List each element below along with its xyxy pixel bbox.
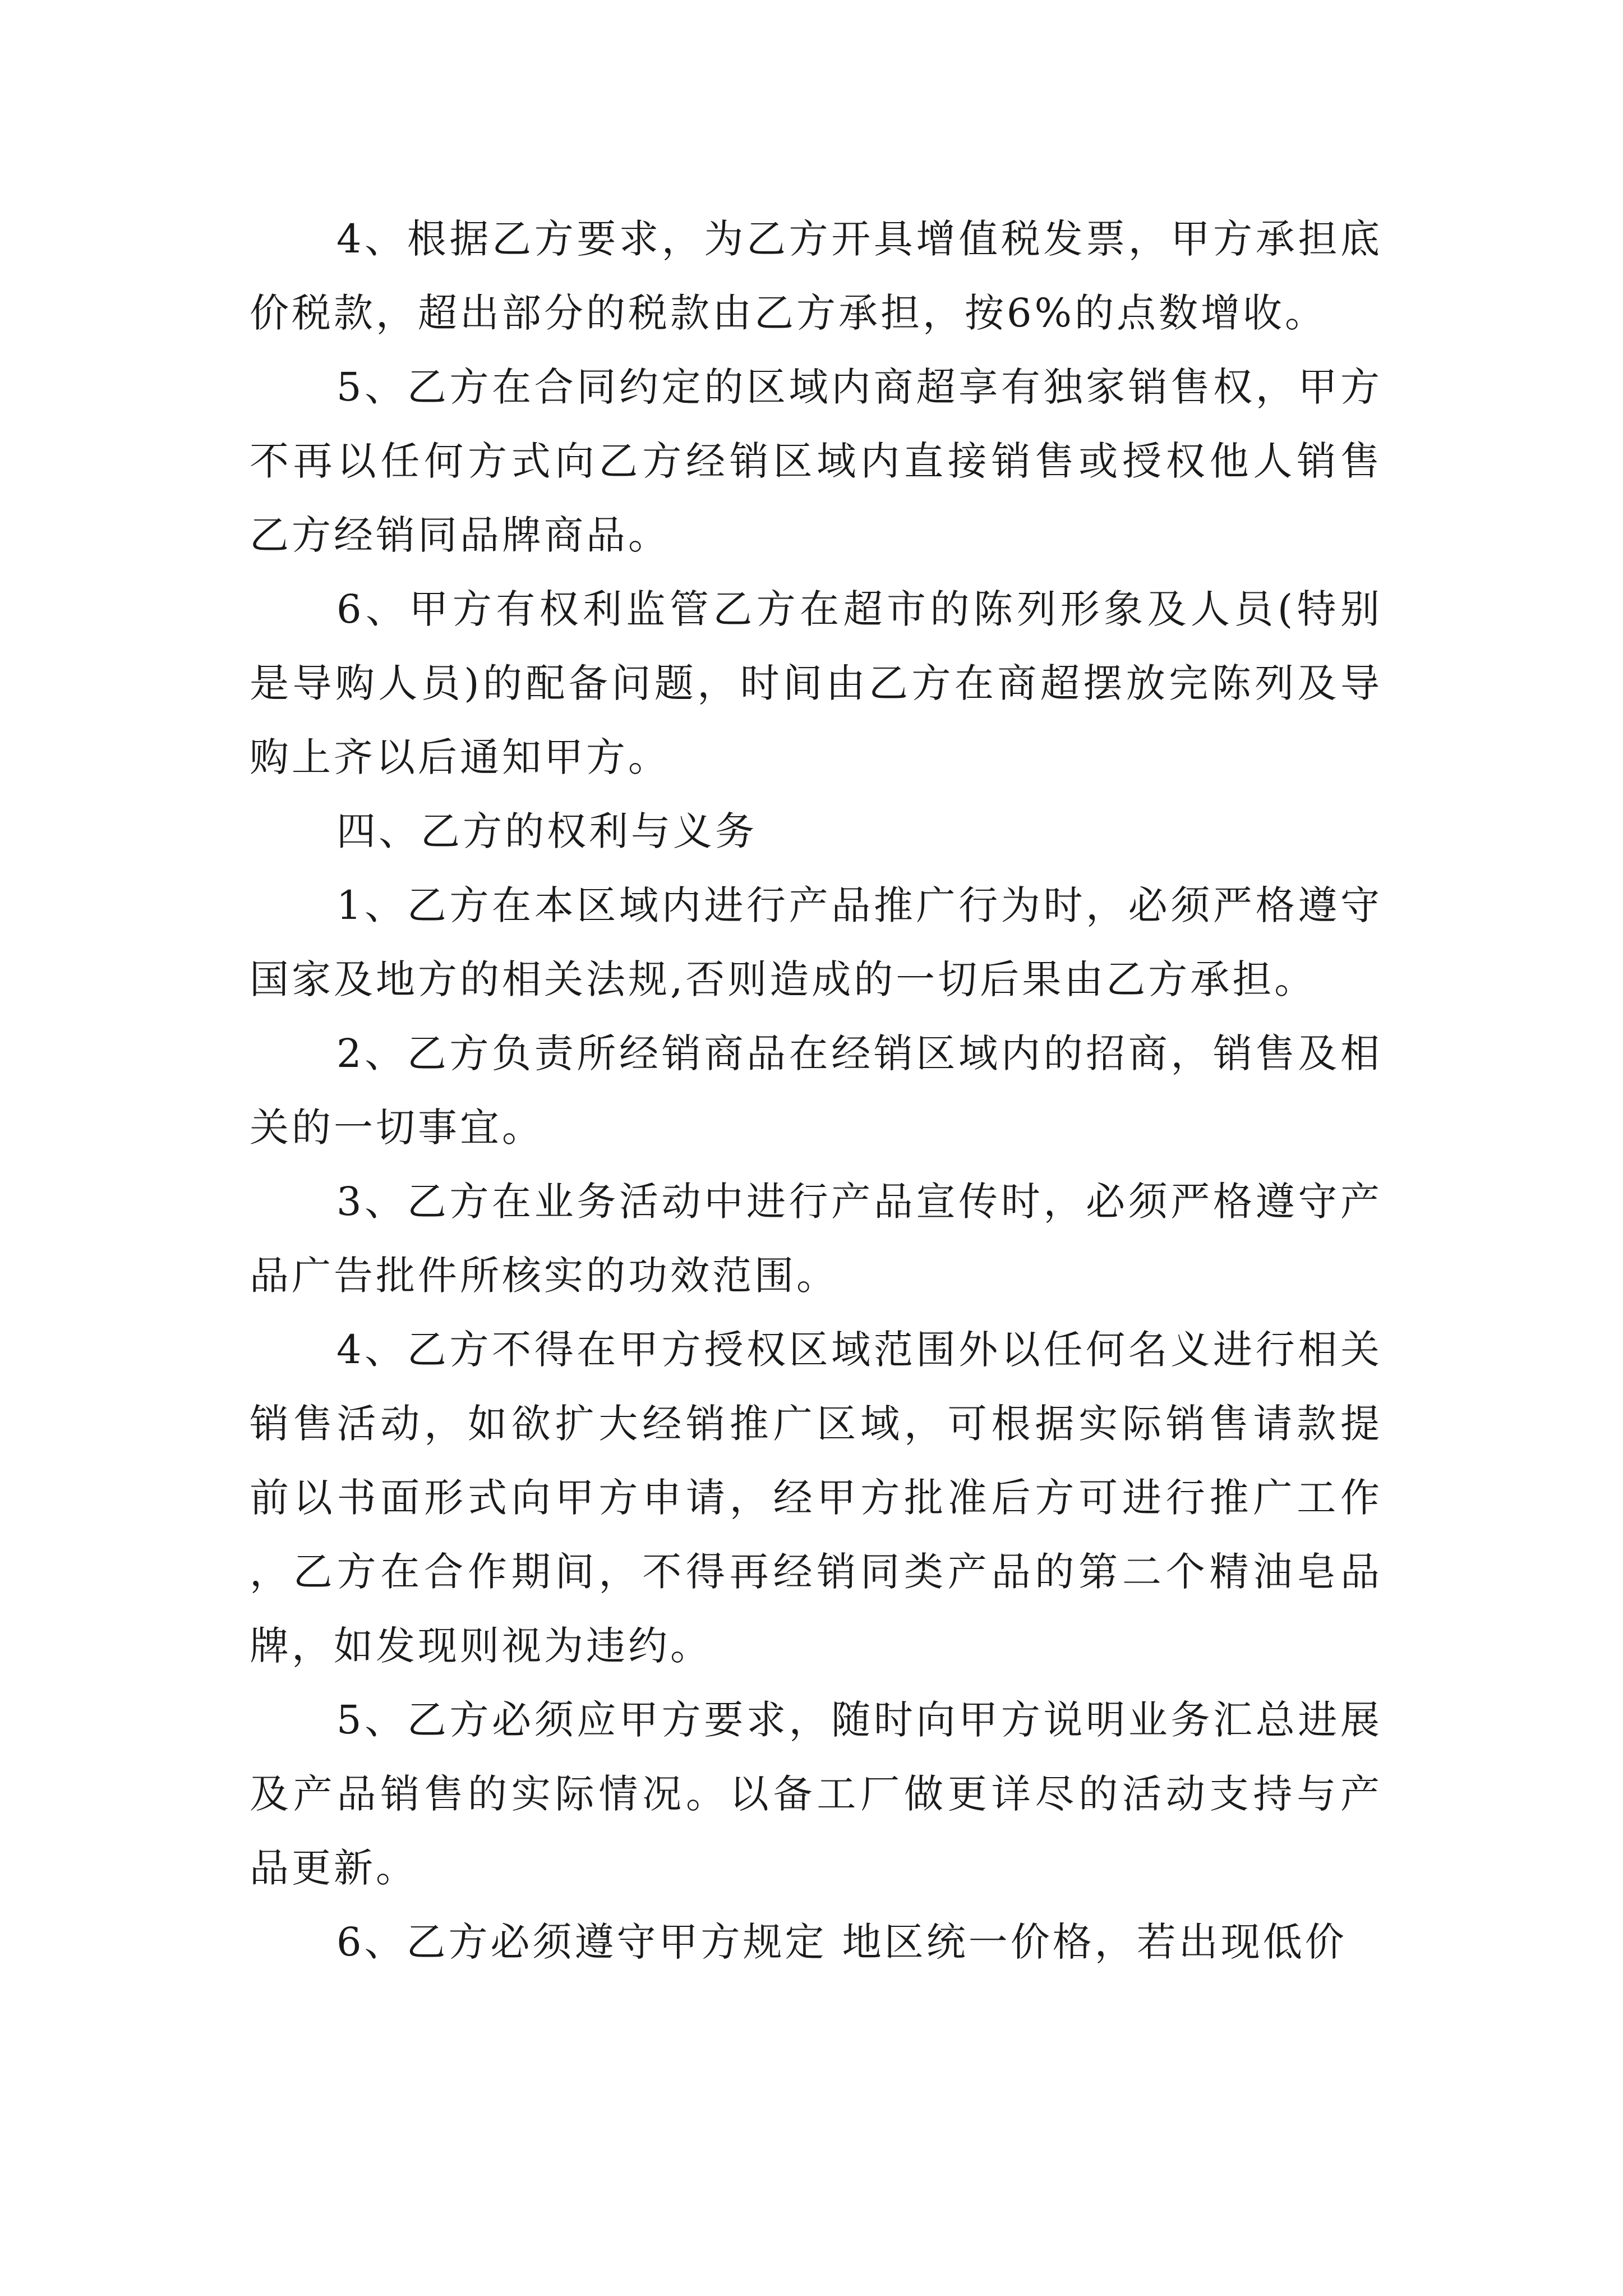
paragraph-compliance: 1、乙方在本区域内进行产品推广行为时，必须严格遵守国家及地方的相关法规,否则造成的一切后果由乙方承担。 xyxy=(250,882,1382,1002)
paragraph-supervision: 6、甲方有权利监管乙方在超市的陈列形象及人员(特别是导购人员)的配备问题，时间由乙方在商超摆放完陈列及导购上齐以后通知甲方。 xyxy=(250,586,1382,780)
paragraph-exclusive-sales-right: 5、乙方在合同约定的区域内商超享有独家销售权，甲方不再以任何方式向乙方经销区域内直接销售或授权他人销售乙方经销同品牌商品。 xyxy=(250,364,1382,558)
document-body xyxy=(250,202,1382,1979)
paragraph-progress-report: 5、乙方必须应甲方要求，随时向甲方说明业务汇总进展及产品销售的实际情况。以备工厂做更详尽的活动支持与产品更新。 xyxy=(250,1697,1382,1891)
paragraph-advertising: 3、乙方在业务活动中进行产品宣传时，必须严格遵守产品广告批件所核实的功效范围。 xyxy=(250,1179,1382,1299)
paragraph-invoice-tax: 4、根据乙方要求，为乙方开具增值税发票，甲方承担底价税款，超出部分的税款由乙方承担，按6%的点数增收。 xyxy=(250,216,1382,336)
paragraph-unified-price: 6、乙方必须遵守甲方规定 地区统一价格，若出现低价 xyxy=(336,1919,1347,1965)
paragraph-investment-sales: 2、乙方负责所经销商品在经销区域内的招商，销售及相关的一切事宜。 xyxy=(250,1030,1382,1151)
paragraph-authorized-region: 4、乙方不得在甲方授权区域范围外以任何名义进行相关销售活动，如欲扩大经销推广区域，可根据实际销售请款提前以书面形式向甲方申请，经甲方批准后方可进行推广工作，乙方在合作期间，不得再经销同类产品的第二个精油皂品牌，如发现则视为违约。 xyxy=(250,1327,1382,1669)
section-heading-party-b-rights: 四、乙方的权利与义务 xyxy=(336,808,757,854)
